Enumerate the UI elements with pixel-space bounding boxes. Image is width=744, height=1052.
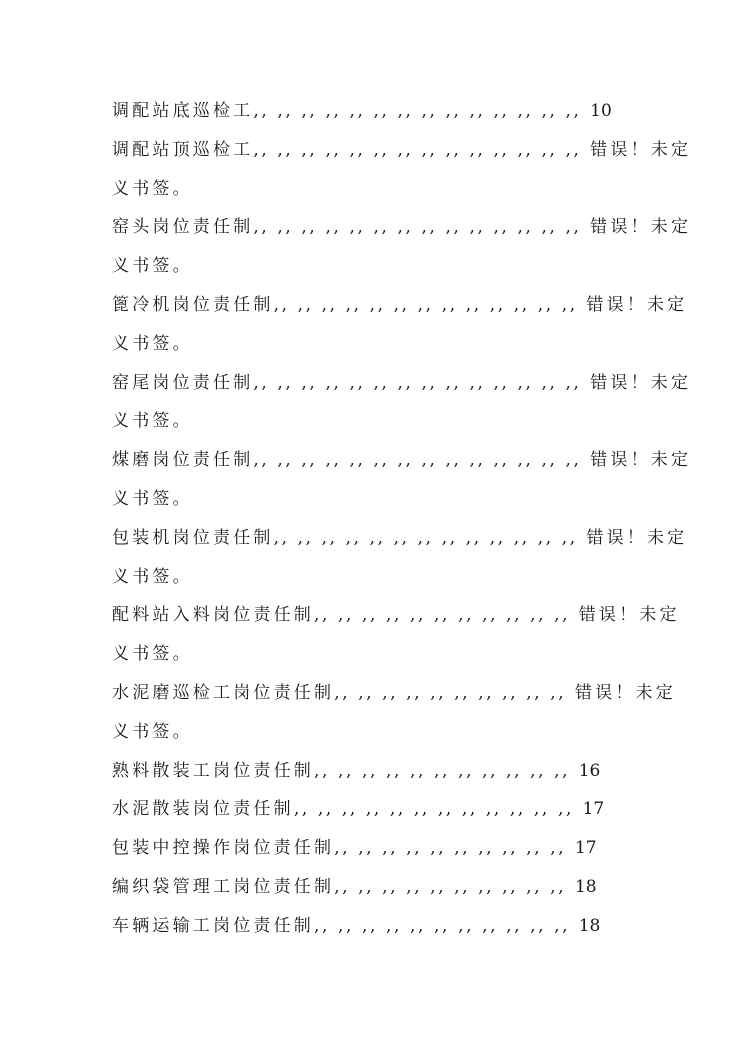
toc-error-text-continued: 义书签。 [112, 721, 193, 742]
toc-entry-title: 包装中控操作岗位责任制 [112, 838, 335, 859]
toc-leader: ,, ,, ,, ,, ,, ,, ,, ,, ,, ,, ,, ,, ,, ,, [253, 217, 582, 238]
toc-continuation [112, 713, 637, 752]
toc-continuation [112, 558, 637, 597]
toc-entry[interactable] [112, 829, 637, 868]
toc-entry-title: 篦冷机岗位责任制 [112, 294, 274, 315]
toc-continuation [112, 170, 637, 209]
toc-entry[interactable] [112, 752, 637, 791]
toc-entry-title: 配料站入料岗位责任制 [112, 605, 314, 626]
toc-continuation [112, 480, 637, 519]
toc-leader: ,, ,, ,, ,, ,, ,, ,, ,, ,, ,, ,, [314, 605, 571, 626]
toc-leader: ,, ,, ,, ,, ,, ,, ,, ,, ,, ,, ,, ,, ,, [273, 294, 578, 315]
table-of-contents [112, 92, 692, 946]
toc-error-text: 错误！未定 [586, 294, 688, 315]
toc-entry-title: 车辆运输工岗位责任制 [112, 915, 314, 936]
toc-leader: ,, ,, ,, ,, ,, ,, ,, ,, ,, ,, ,, [314, 760, 571, 781]
toc-error-text-continued: 义书签。 [112, 488, 193, 509]
toc-entry[interactable] [112, 131, 692, 170]
toc-entry[interactable] [112, 208, 692, 247]
toc-leader: ,, ,, ,, ,, ,, ,, ,, ,, ,, ,, ,, ,, ,, ,, [253, 372, 582, 393]
toc-leader: ,, ,, ,, ,, ,, ,, ,, ,, ,, ,, [334, 838, 567, 859]
toc-page-number: 10 [590, 101, 612, 121]
toc-leader: ,, ,, ,, ,, ,, ,, ,, ,, ,, ,, ,, ,, ,, ,, [253, 101, 582, 121]
toc-error-text-continued: 义书签。 [112, 411, 193, 432]
toc-entry[interactable] [112, 364, 692, 403]
toc-entry-title: 水泥磨巡检工岗位责任制 [112, 682, 335, 703]
toc-leader: ,, ,, ,, ,, ,, ,, ,, ,, ,, ,, [334, 876, 567, 897]
toc-entry-title: 调配站底巡检工 [112, 101, 254, 121]
toc-page-number: 18 [578, 915, 601, 936]
toc-entry[interactable] [112, 907, 637, 946]
toc-error-text-continued: 义书签。 [112, 256, 193, 277]
toc-error-text-continued: 义书签。 [112, 178, 193, 199]
toc-entry-title: 煤磨岗位责任制 [112, 450, 254, 471]
toc-leader: ,, ,, ,, ,, ,, ,, ,, ,, ,, ,, ,, ,, ,, [273, 527, 578, 548]
toc-entry[interactable] [112, 286, 688, 325]
toc-entry-title: 窑头岗位责任制 [112, 217, 254, 238]
toc-entry[interactable] [112, 790, 637, 829]
toc-continuation [112, 325, 637, 364]
toc-continuation [112, 402, 637, 441]
toc-entry[interactable] [112, 519, 688, 558]
toc-error-text: 错误！未定 [578, 605, 680, 626]
toc-entry[interactable] [112, 674, 676, 713]
toc-page-number: 18 [574, 876, 597, 897]
toc-error-text: 错误！未定 [590, 217, 692, 238]
toc-leader: ,, ,, ,, ,, ,, ,, ,, ,, ,, ,, ,, ,, ,, ,, [253, 450, 582, 471]
toc-entry[interactable] [112, 596, 680, 635]
toc-leader: ,, ,, ,, ,, ,, ,, ,, ,, ,, ,, [334, 682, 567, 703]
toc-entry-title: 编织袋管理工岗位责任制 [112, 876, 335, 897]
toc-error-text: 错误！未定 [574, 682, 676, 703]
toc-error-text: 错误！未定 [590, 450, 692, 471]
toc-error-text: 错误！未定 [586, 527, 688, 548]
toc-entry-title: 窑尾岗位责任制 [112, 372, 254, 393]
toc-leader: ,, ,, ,, ,, ,, ,, ,, ,, ,, ,, ,, [314, 915, 571, 936]
toc-error-text: 错误！未定 [590, 372, 692, 393]
toc-entry-title: 熟料散装工岗位责任制 [112, 760, 314, 781]
toc-entry-title: 包装机岗位责任制 [112, 527, 274, 548]
toc-error-text-continued: 义书签。 [112, 566, 193, 587]
toc-entry-title: 调配站顶巡检工 [112, 139, 254, 160]
toc-error-text-continued: 义书签。 [112, 333, 193, 354]
toc-page-number: 17 [574, 838, 597, 859]
toc-leader: ,, ,, ,, ,, ,, ,, ,, ,, ,, ,, ,, ,, ,, ,, [253, 139, 582, 160]
toc-error-text-continued: 义书签。 [112, 644, 193, 665]
toc-continuation [112, 247, 637, 286]
toc-entry[interactable] [112, 441, 692, 480]
toc-entry[interactable] [112, 868, 637, 907]
toc-page-number: 16 [578, 760, 601, 781]
toc-entry[interactable] [112, 92, 637, 131]
toc-page-number: 17 [582, 799, 605, 820]
toc-leader: ,, ,, ,, ,, ,, ,, ,, ,, ,, ,, ,, ,, [293, 799, 574, 820]
toc-error-text: 错误！未定 [590, 139, 692, 160]
toc-continuation [112, 635, 637, 674]
toc-entry-title: 水泥散装岗位责任制 [112, 799, 294, 820]
